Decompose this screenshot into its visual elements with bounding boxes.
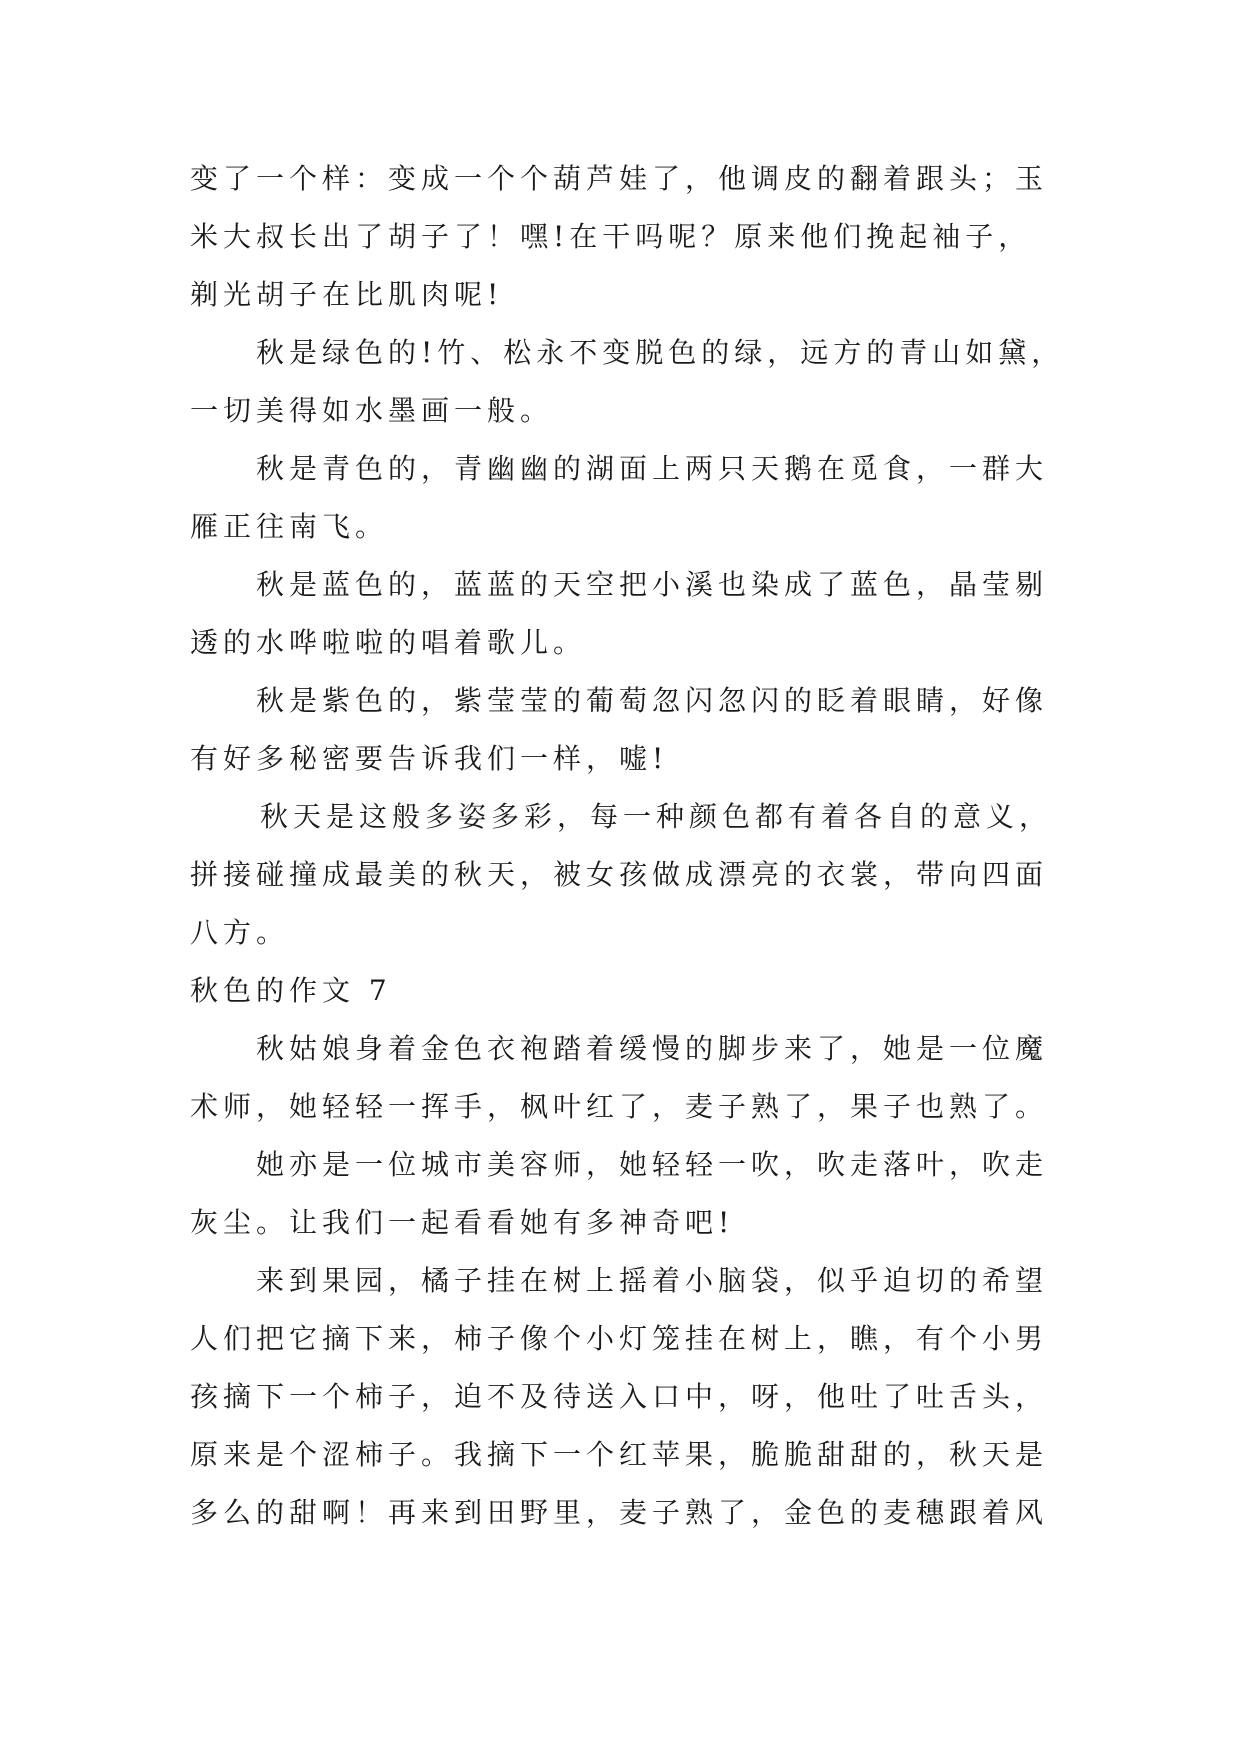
text-line: 一切美得如水墨画一般。	[190, 394, 554, 427]
paragraph-start-line: 来到果园，橘子挂在树上摇着小脑袋，似乎迫切的希望	[256, 1264, 1049, 1297]
paragraph-start-line: 秋是青色的，青幽幽的湖面上两只天鹅在觅食，一群大	[256, 452, 1049, 485]
text-line: 八方。	[190, 916, 290, 949]
paragraph-start-line: 秋是紫色的，紫莹莹的葡萄忽闪忽闪的眨着眼睛，好像	[256, 684, 1049, 717]
text-line: 拼接碰撞成最美的秋天，被女孩做成漂亮的衣裳，带向四面	[190, 858, 1049, 891]
text-line: 灰尘。让我们一起看看她有多神奇吧!	[190, 1206, 735, 1239]
text-line: 有好多秘密要告诉我们一样，嘘!	[190, 742, 669, 775]
paragraph-start-line: 秋是蓝色的，蓝蓝的天空把小溪也染成了蓝色，晶莹剔	[256, 568, 1049, 601]
document-body	[190, 150, 1070, 1542]
text-line: 人们把它摘下来，柿子像个小灯笼挂在树上，瞧，有个小男	[190, 1322, 1049, 1355]
paragraph-start-line: 秋是绿色的!竹、松永不变脱色的绿，远方的青山如黛，	[256, 336, 1065, 369]
text-line: 原来是个涩柿子。我摘下一个红苹果，脆脆甜甜的，秋天是	[190, 1438, 1049, 1471]
text-line: 米大叔长出了胡子了！嘿!在干吗呢？原来他们挽起袖子，	[190, 220, 1032, 253]
text-line: 多么的甜啊！再来到田野里，麦子熟了，金色的麦穗跟着风	[190, 1496, 1049, 1529]
text-line: 孩摘下一个柿子，迫不及待送入口中，呀，他吐了吐舌头，	[190, 1380, 1049, 1413]
text-line: 剃光胡子在比肌肉呢!	[190, 278, 504, 311]
text-line: 雁正往南飞。	[190, 510, 389, 543]
paragraph-start-line: 秋天是这般多姿多彩，每一种颜色都有着各自的意义，	[260, 800, 1053, 833]
paragraph-start-line: 秋姑娘身着金色衣袍踏着缓慢的脚步来了，她是一位魔	[256, 1032, 1049, 1065]
text-line: 术师，她轻轻一挥手，枫叶红了，麦子熟了，果子也熟了。	[190, 1090, 1049, 1123]
text-line: 透的水哗啦啦的唱着歌儿。	[190, 626, 587, 659]
section-heading: 秋色的作文 7	[190, 974, 392, 1007]
text-line: 变了一个样：变成一个个葫芦娃了，他调皮的翻着跟头；玉	[190, 162, 1049, 195]
paragraph-start-line: 她亦是一位城市美容师，她轻轻一吹，吹走落叶，吹走	[256, 1148, 1049, 1181]
